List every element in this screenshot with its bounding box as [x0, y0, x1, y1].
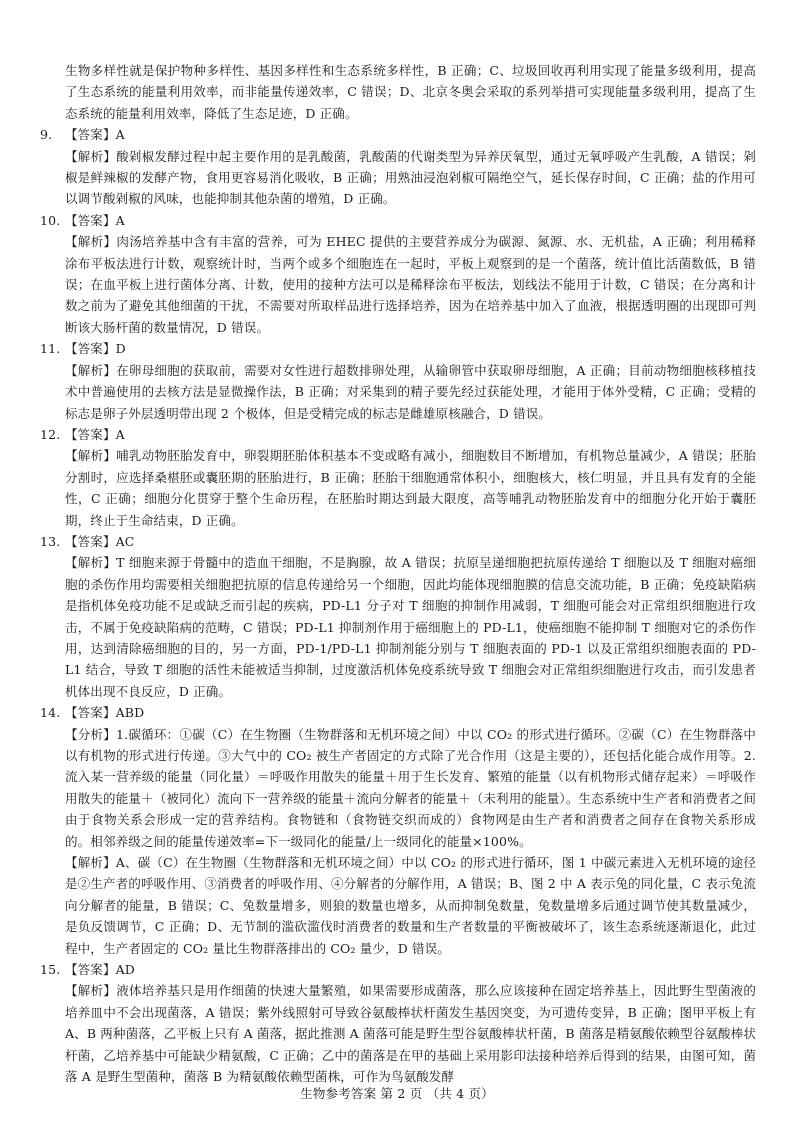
explanation-paragraph: 【解析】A、碳（C）在生物圈（生物群落和无机环境之间）中以 CO₂ 的形式进行循环，图 1 中碳元素进入无机环境的途径是②生产者的呼吸作用、③消费者的呼吸作用、④分解者的分解作用，A 错误；B、图 2 中 A 表示兔的同化量，C 表示兔流向分解者的能量，B 错误；C、兔数量增多，则狼的数量也增多，从而抑制兔数量，兔数量增多后通过调节使其数量减少，是负反馈调节，C 正确；D、无节制的滥砍滥伐时消费者的数量和生产者数量的平衡被破坏了，该生态系统逐渐退化，此过程中，生产者固定的 CO₂ 量比生物群落排出的 CO₂ 量少，D 错误。 — [65, 855, 756, 956]
question-block — [40, 702, 756, 959]
answer-line — [40, 210, 756, 231]
question-block — [40, 531, 756, 702]
answer-line — [40, 338, 756, 359]
question-number: 15. — [40, 962, 61, 978]
question-number: 11. — [40, 341, 61, 357]
answer-label: 【答案】A — [65, 212, 125, 228]
answer-line — [40, 531, 756, 552]
answer-line — [40, 124, 756, 145]
answer-line — [40, 702, 756, 723]
answer-label: 【答案】D — [65, 341, 126, 357]
question-block — [40, 210, 756, 338]
answer-line — [40, 424, 756, 445]
question-number: 13. — [40, 533, 61, 549]
answer-label: 【答案】AC — [65, 533, 135, 549]
explanation-paragraph: 【解析】肉汤培养基中含有丰富的营养，可为 EHEC 提供的主要营养成分为碳源、氮源、水、无机盐，A 正确；利用稀释涂布平板法进行计数，观察统计时，当两个或多个细胞连在一起时，平板上观察到的是一个菌落，统计值比活菌数低，B 错误；在血平板上进行菌体分离、计数，使用的接种方法可以是稀释涂布平板法，划线法不能用于计数，C 错误；在分离和计数之前为了避免其他细菌的干扰，不需要对所取样品进行选择培养，因为在培养基中加入了血液，根据透明圈的出现即可判断该大肠杆菌的数量情况，D 错误。 — [65, 234, 756, 335]
question-block — [40, 124, 756, 210]
question-number: 12. — [40, 426, 61, 442]
explanation-paragraph: 【解析】酸剁椒发酵过程中起主要作用的是乳酸菌，乳酸菌的代谢类型为异养厌氧型，通过无氧呼吸产生乳酸，A 错误；剁椒是鲜辣椒的发酵产物，食用更容易消化吸收，B 正确；用熟油浸泡剁椒可隔绝空气，延长保存时间，C 正确；盐的作用可以调节酸剁椒的风味，也能抑制其他杂菌的增殖，D 正确。 — [65, 148, 756, 207]
answer-content — [40, 60, 756, 1088]
answer-label: 【答案】ABD — [65, 705, 145, 721]
intro-paragraph: 生物多样性就是保护物种多样性、基因多样性和生态系统多样性，B 正确；C、垃圾回收再利用实现了能量多级利用，提高了生态系统的能量利用效率，而非能量传递效率，C 错误；D、北京冬奥会采取的系列举措可实现能量多级利用，提高了生态系统的能量利用效率，降低了生态足迹，D 正确。 — [65, 63, 756, 121]
question-number: 9. — [40, 127, 53, 143]
question-list — [40, 124, 756, 1087]
question-number: 10. — [40, 212, 61, 228]
question-block — [40, 959, 756, 1087]
page-footer: 生物参考答案 第 2 页 （共 4 页） — [300, 1086, 494, 1101]
answer-label: 【答案】AD — [65, 962, 135, 978]
question-block — [40, 424, 756, 531]
explanation-paragraph: 【解析】哺乳动物胚胎发育中，卵裂期胚胎体积基本不变或略有减小，细胞数目不断增加，有机物总量减少，A 错误；胚胎分割时，应选择桑椹胚或囊胚期的胚胎进行，B 正确；胚胎干细胞通常体积小，细胞核大，核仁明显，并且具有发育的全能性，C 正确；细胞分化贯穿于整个生命历程，在胚胎时期达到最大限度，高等哺乳动物胚胎发育中的细胞分化开始于囊胚期，终止于生命结束，D 正确。 — [65, 448, 756, 528]
explanation-paragraph: 【解析】液体培养基只是用作细菌的快速大量繁殖，如果需要形成菌落，那么应该接种在固定培养基上，因此野生型菌液的培养皿中不会出现菌落，A 错误；紫外线照射可导致谷氨酸棒状杆菌发生基因突变，为可遗传变异，B 正确；图甲平板上有 A、B 两种菌落，乙平板上只有 A 菌落，据此推测 A 菌落可能是野生型谷氨酸棒状杆菌，B 菌落是精氨酸依赖型谷氨酸棒状杆菌，乙培养基中可能缺少精氨酸，C 正确；乙中的菌落是在甲的基础上采用影印法接种培养后得到的结果，由图可知，菌落 A 是野生型菌种，菌落 B 为精氨酸依赖型菌株，可作为鸟氨酸发酵 — [65, 983, 756, 1085]
answer-line — [40, 959, 756, 980]
explanation-paragraph: 【解析】在卵母细胞的获取前，需要对女性进行超数排卵处理，从输卵管中获取卵母细胞，A 正确；目前动物细胞核移植技术中普遍使用的去核方法是显微操作法，B 正确；对采集到的精子要先经过获能处理，才能用于体外受精，C 正确；受精的标志是卵子外层透明带出现 2 个极体，但是受精完成的标志是雌雄原核融合，D 错误。 — [65, 362, 756, 421]
question-block — [40, 338, 756, 424]
question-number: 14. — [40, 705, 61, 721]
answer-label: 【答案】A — [65, 127, 125, 143]
answer-label: 【答案】A — [65, 426, 125, 442]
explanation-paragraph: 【分析】1.碳循环：①碳（C）在生物圈（生物群落和无机环境之间）中以 CO₂ 的形式进行循环。②碳（C）在生物群落中以有机物的形式进行传递。③大气中的 CO₂ 被生产者固定的方式除了光合作用（这是主要的），还包括化能合成作用等。2.流入某一营养级的能量（同化量）＝呼吸作用散失的能量＋用于生长发育、繁殖的能量（以有机物形式储存起来）＝呼吸作用散失的能量＋（被同化）流向下一营养级的能量＋流向分解者的能量＋（未利用的能量）。生态系统中生产者和消费者之间由于食物关系会形成一定的营养结构。食物链和（食物链交织而成的）食物网是由生产者和消费者之间存在食物关系形成的。相邻养级之间的能量传递效率=下一级同化的能量/上一级同化的能量×100%。 — [65, 726, 756, 849]
explanation-paragraph: 【解析】T 细胞来源于骨髓中的造血干细胞，不是胸腺，故 A 错误；抗原呈递细胞把抗原传递给 T 细胞以及 T 细胞对癌细胞的杀伤作用均需要相关细胞把抗原的信息传递给另一个细胞，因此均能体现细胞膜的信息交流功能，B 正确；免疫缺陷病是指机体免疫功能不足或缺乏而引起的疾病，PD-L1 分子对 T 细胞的抑制作用减弱，T 细胞可能会对正常组织细胞进行攻击，不属于免疫缺陷病的范畴，C 错误；PD-L1 抑制剂作用于癌细胞上的 PD-L1，使癌细胞不能抑制 T 细胞对它的杀伤作用，达到清除癌细胞的目的，另一方面，PD-1/PD-L1 抑制剂能分别与 T 细胞表面的 PD-1 以及正常组织细胞表面的 PD-L1 结合，导致 T 细胞的活性未能被适当抑制，过度激活机体免疫系统导致 T 细胞会对正常组织细胞进行攻击，而引发患者机体出现不良反应，D 正确。 — [65, 555, 756, 699]
